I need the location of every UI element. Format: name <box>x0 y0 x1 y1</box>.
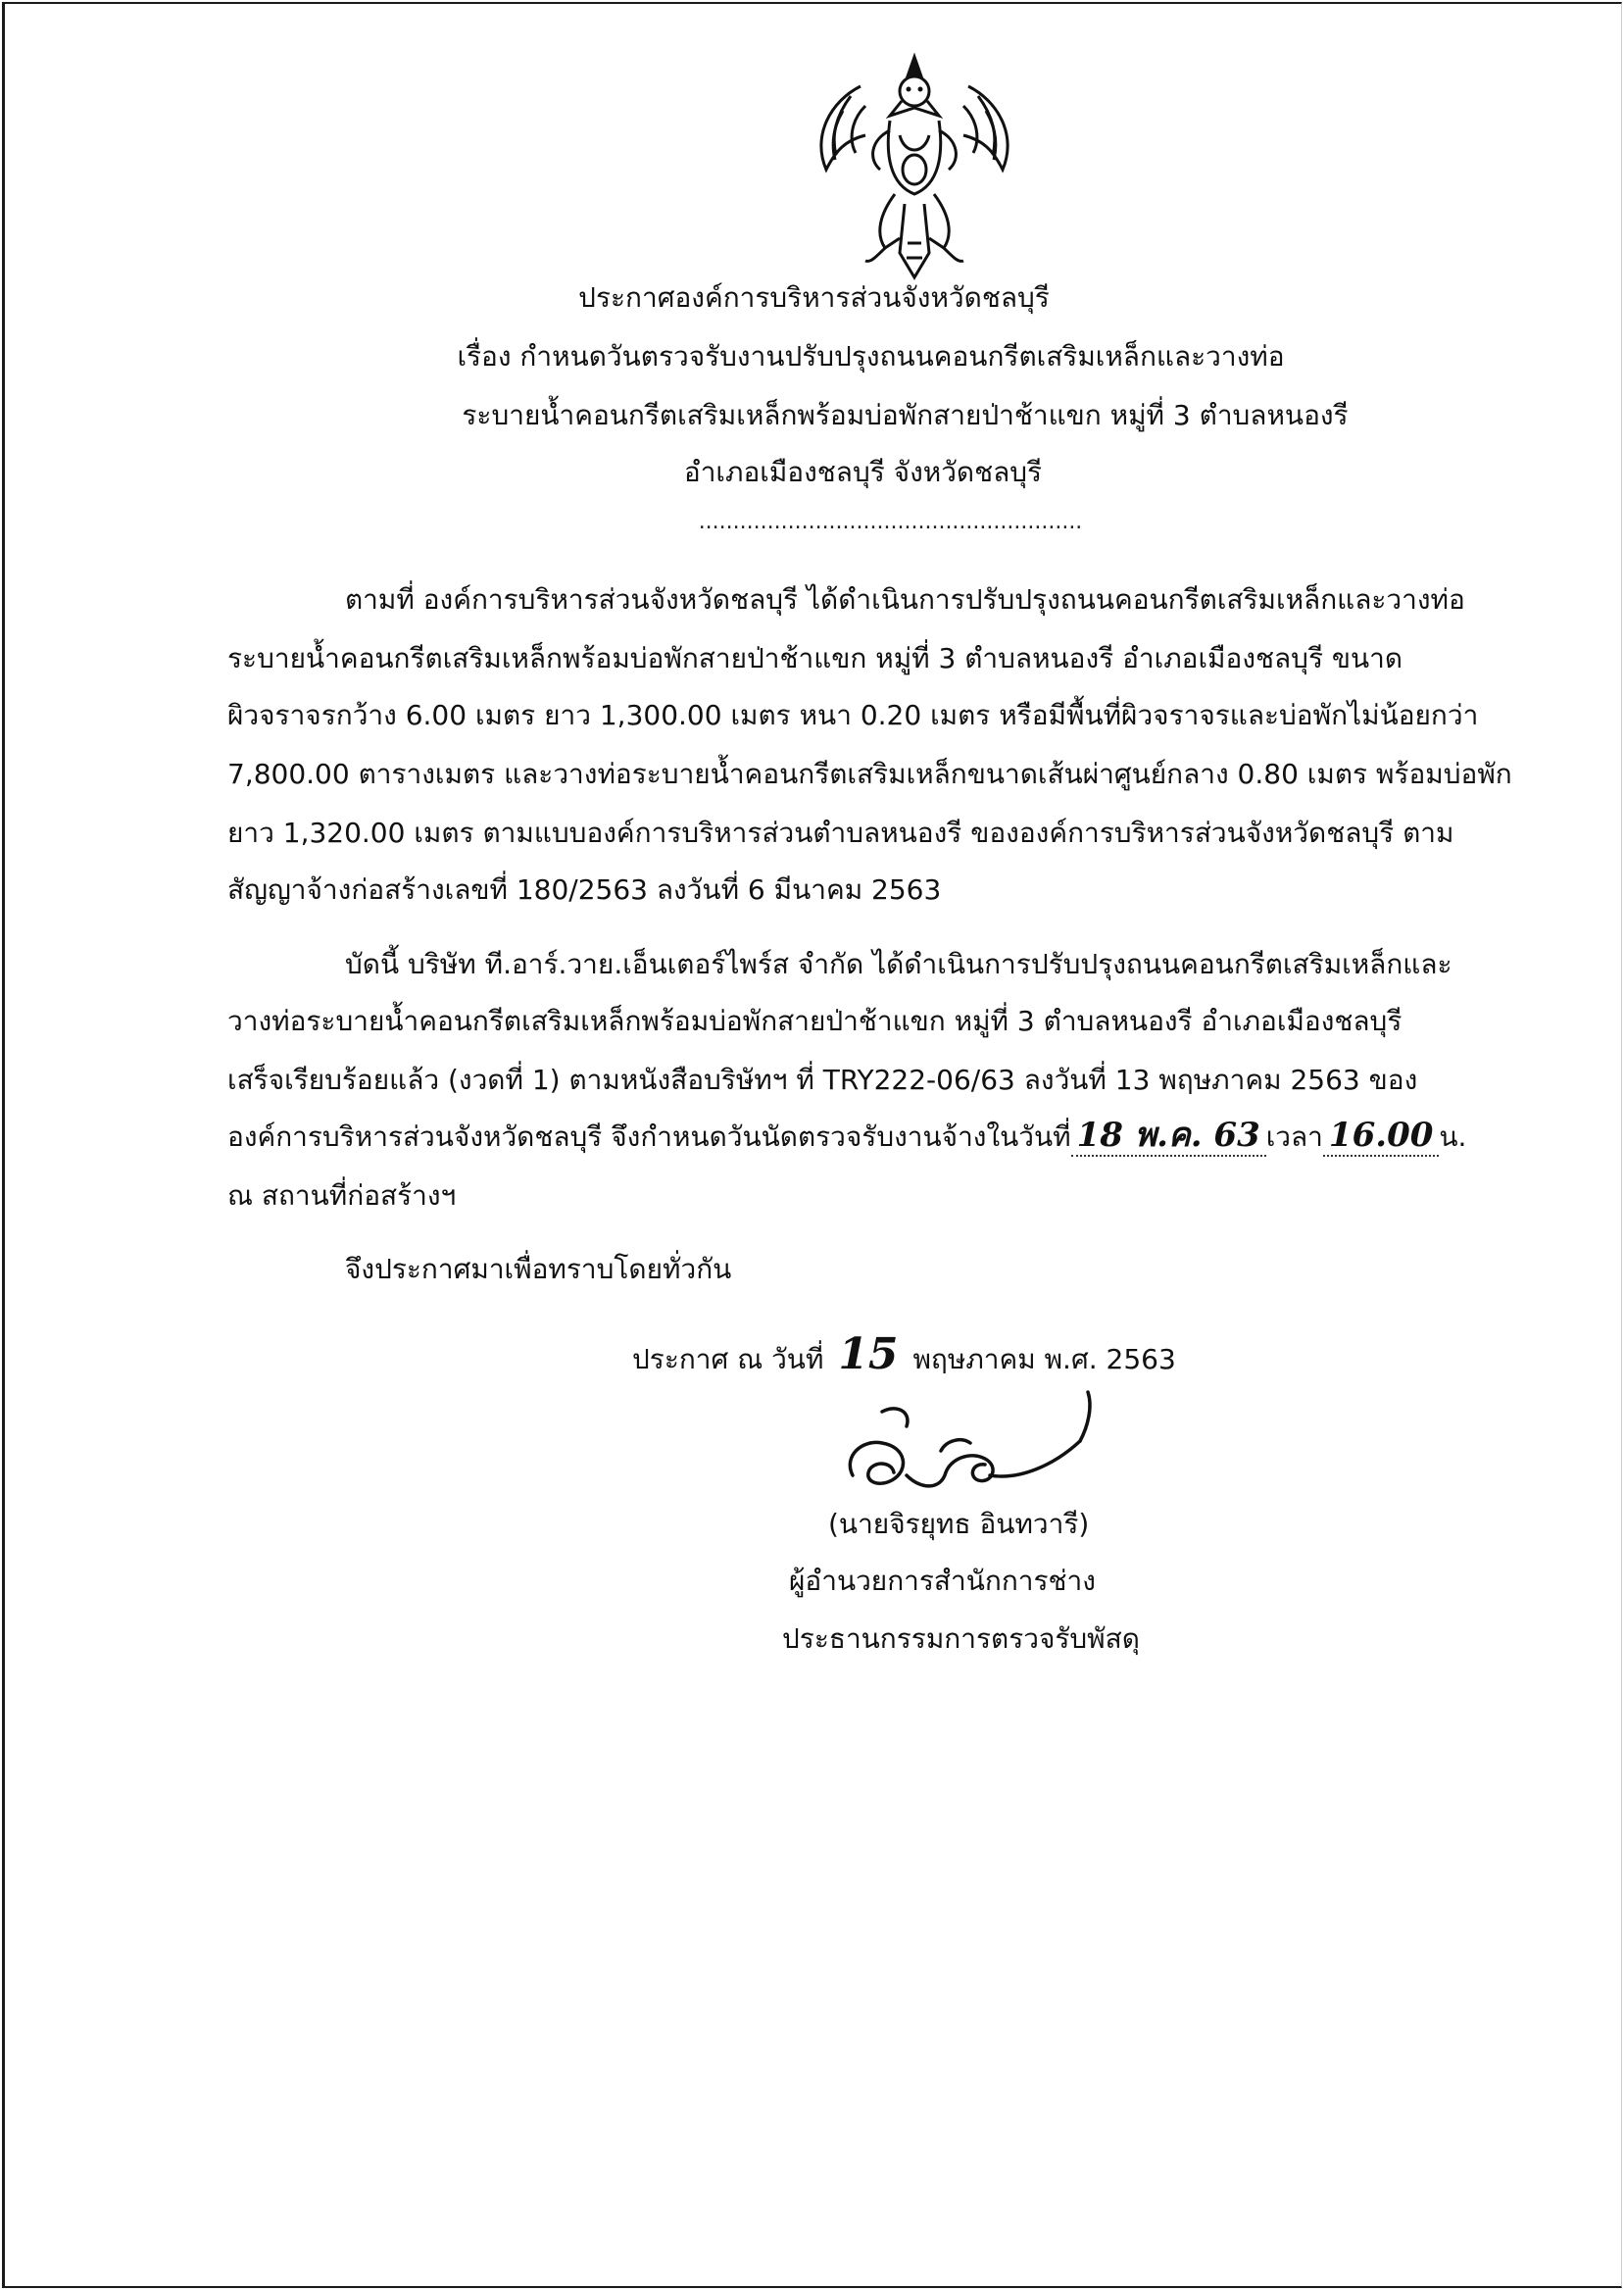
time-suffix: น. <box>1439 1120 1467 1153</box>
paragraph-2-line: เสร็จเรียบร้อยแล้ว (งวดที่ 1) ตามหนังสือบริษัทฯ ที่ TRY222-06/63 ลงวันที่ 13 พฤษภาคม 2563 ของ <box>227 1064 1418 1096</box>
inspection-prefix: องค์การบริหารส่วนจังหวัดชลบุรี จึงกำหนดวันนัดตรวจรับงานจ้างในวันที่ <box>227 1120 1071 1153</box>
paragraph-2-inspection-line <box>227 1118 1466 1157</box>
signer-role: ประธานกรรมการตรวจรับพัสดุ <box>782 1622 1140 1655</box>
announce-day-handwritten: 15 <box>838 1329 899 1379</box>
announcement-title: ประกาศองค์การบริหารส่วนจังหวัดชลบุรี <box>578 281 1050 314</box>
paragraph-2-line: บัดนี้ บริษัท ที.อาร์.วาย.เอ็นเตอร์ไพร์ส จำกัด ได้ดำเนินการปรับปรุงถนนคอนกรีตเสริมเหล็กและ <box>345 948 1452 980</box>
signer-name: (นายจิรยุทธ อินทวารี) <box>828 1508 1090 1540</box>
paragraph-1-line: ระบายน้ำคอนกรีตเสริมเหล็กพร้อมบ่อพักสายป่าช้าแขก หมู่ที่ 3 ตำบลหนองรี อำเภอเมืองชลบุรี ขนาด <box>227 642 1403 674</box>
subject-line-1: เรื่อง กำหนดวันตรวจรับงานปรับปรุงถนนคอนกรีตเสริมเหล็กและวางท่อ <box>457 340 1285 373</box>
paragraph-1-line: สัญญาจ้างก่อสร้างเลขที่ 180/2563 ลงวันที่ 6 มีนาคม 2563 <box>227 873 942 906</box>
subject-line-2: ระบายน้ำคอนกรีตเสริมเหล็กพร้อมบ่อพักสายป่าช้าแขก หมู่ที่ 3 ตำบลหนองรี <box>462 399 1349 431</box>
inspection-date-handwritten: 18 พ.ค. 63 <box>1076 1116 1260 1155</box>
separator-dots: ........................................................ <box>698 510 1083 534</box>
signer-position: ผู้อำนวยการสำนักการช่าง <box>789 1565 1096 1597</box>
paragraph-1-line: ผิวจราจรกว้าง 6.00 เมตร ยาว 1,300.00 เมตร หนา 0.20 เมตร หรือมีพื้นที่ผิวจราจรและบ่อพักไม่น้อยกว่า <box>227 699 1479 731</box>
time-label: เวลา <box>1265 1120 1323 1153</box>
subject-line-3: อำเภอเมืองชลบุรี จังหวัดชลบุรี <box>683 456 1043 488</box>
paragraph-1-line: ยาว 1,320.00 เมตร ตามแบบองค์การบริหารส่วนตำบลหนองรี ขององค์การบริหารส่วนจังหวัดชลบุรี ตาม <box>227 817 1454 849</box>
announce-suffix: พฤษภาคม พ.ศ. 2563 <box>912 1343 1176 1375</box>
inspection-time-field <box>1323 1118 1439 1157</box>
paragraph-1-line: ตามที่ องค์การบริหารส่วนจังหวัดชลบุรี ได้ดำเนินการปรับปรุงถนนคอนกรีตเสริมเหล็กและวางท่อ <box>345 583 1465 616</box>
announcement-date <box>632 1329 1176 1379</box>
paragraph-2-line: วางท่อระบายน้ำคอนกรีตเสริมเหล็กพร้อมบ่อพักสายป่าช้าแขก หมู่ที่ 3 ตำบลหนองรี อำเภอเมืองชลบุรี <box>227 1005 1403 1037</box>
paragraph-2-line: ณ สถานที่ก่อสร้างฯ <box>227 1179 457 1212</box>
inspection-date-field <box>1071 1118 1266 1157</box>
inspection-time-handwritten: 16.00 <box>1328 1116 1434 1155</box>
announce-prefix: ประกาศ ณ วันที่ <box>632 1343 824 1375</box>
garuda-emblem-icon <box>792 47 1037 292</box>
paragraph-1-line: 7,800.00 ตารางเมตร และวางท่อระบายน้ำคอนกรีตเสริมเหล็กขนาดเส้นผ่าศูนย์กลาง 0.80 เมตร พร้อมบ่อพัก <box>227 758 1512 790</box>
closing-statement: จึงประกาศมาเพื่อทราบโดยทั่วกัน <box>345 1253 732 1285</box>
